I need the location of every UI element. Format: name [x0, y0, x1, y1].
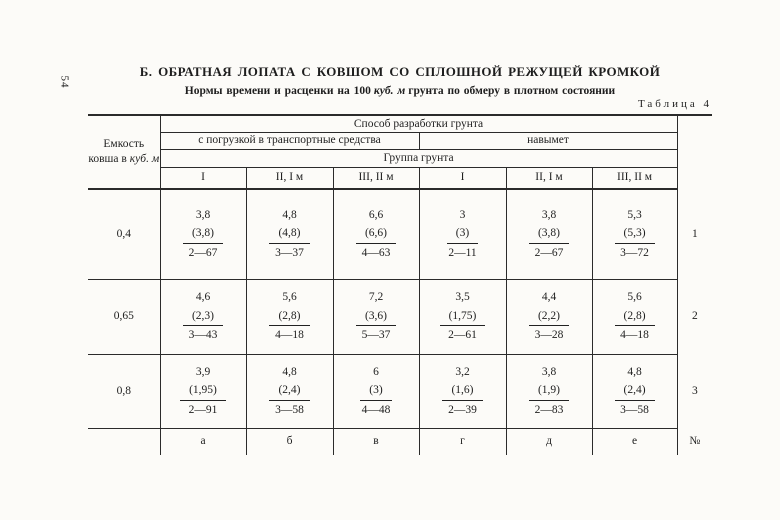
rate-fraction — [183, 309, 223, 343]
price-value: 3—58 — [275, 403, 304, 416]
table-cell — [506, 189, 592, 280]
norm-value: (1,6) — [442, 383, 482, 400]
capacity-value: 0,65 — [88, 279, 160, 354]
price-value: 2—83 — [534, 403, 564, 416]
table-row — [88, 279, 712, 354]
table-label: Таблица 4 — [637, 98, 712, 110]
rate-fraction — [269, 383, 309, 417]
table-row — [88, 189, 712, 280]
time-norm: 3,9 — [195, 365, 211, 378]
number-column-label: № — [677, 428, 712, 455]
page-title: Б. ОБРАТНАЯ ЛОПАТА С КОВШОМ СО СПЛОШНОЙ РЕЖУЩЕЙ КРОМКОЙ — [139, 64, 661, 79]
rate-fraction — [180, 383, 226, 417]
time-norm: 5,6 — [282, 291, 297, 304]
price-value: 5—37 — [361, 329, 391, 342]
norm-value: (2,2) — [529, 309, 569, 326]
norm-value: (1,75) — [440, 309, 486, 326]
time-norm: 5,6 — [627, 291, 642, 304]
table-cell — [592, 354, 677, 428]
time-norm: 6,6 — [368, 208, 384, 221]
price-value: 2—67 — [188, 246, 218, 259]
column-header-4: I — [419, 167, 506, 189]
time-norm: 3,8 — [541, 365, 557, 378]
norm-value: (2,8) — [269, 309, 309, 326]
table-cell — [419, 354, 506, 428]
row-number: 2 — [677, 279, 712, 354]
rate-fraction — [447, 226, 478, 260]
table-cell — [506, 354, 592, 428]
rate-fraction — [269, 309, 309, 343]
column-header-3: III, II м — [333, 167, 419, 189]
time-norm: 7,2 — [368, 291, 384, 304]
norm-value: (2,4) — [269, 383, 309, 400]
price-value: 2—67 — [534, 246, 564, 259]
price-value: 4—48 — [361, 403, 391, 416]
table-cell — [160, 189, 246, 280]
column-letter: б — [246, 428, 333, 455]
time-norm: 3,8 — [195, 208, 211, 221]
price-value: 3—43 — [188, 329, 218, 342]
norm-value: (2,4) — [615, 383, 655, 400]
norm-value: (3,6) — [356, 309, 396, 326]
time-norm: 4,8 — [627, 365, 642, 378]
table-cell — [246, 189, 333, 280]
price-value: 3—28 — [534, 329, 564, 342]
time-norm: 5,3 — [627, 208, 642, 221]
time-norm: 4,8 — [282, 365, 297, 378]
price-value: 2—61 — [448, 329, 477, 342]
rate-fraction — [269, 226, 309, 260]
price-value: 3—58 — [620, 403, 649, 416]
rate-fraction — [442, 383, 482, 417]
price-value: 2—39 — [448, 403, 477, 416]
time-norm: 4,6 — [195, 291, 211, 304]
norms-table — [88, 114, 712, 455]
norm-value: (3,8) — [183, 226, 223, 243]
row-number: 1 — [677, 189, 712, 280]
time-norm: 4,8 — [282, 208, 297, 221]
column-header-2: II, I м — [246, 167, 333, 189]
column-header-1: I — [160, 167, 246, 189]
norm-value: (6,6) — [356, 226, 396, 243]
time-norm: 3,5 — [455, 291, 470, 304]
rate-fraction — [529, 383, 569, 417]
subtitle-suffix: грунта по обмеру в плотном состоянии — [408, 85, 616, 97]
norm-value: (5,3) — [615, 226, 655, 243]
price-value: 3—72 — [620, 246, 649, 259]
capacity-value: 0,8 — [88, 354, 160, 428]
table-cell — [592, 189, 677, 280]
method-header: Способ разработки грунта — [160, 115, 677, 132]
rate-fraction — [529, 309, 569, 343]
rate-fraction — [615, 226, 655, 260]
rate-fraction — [615, 383, 655, 417]
rate-fraction — [615, 309, 655, 343]
table-cell — [333, 354, 419, 428]
rate-fraction — [440, 309, 486, 343]
rate-fraction — [356, 226, 396, 260]
norm-value: (3) — [360, 383, 391, 400]
column-letter: в — [333, 428, 419, 455]
price-value: 3—37 — [275, 246, 304, 259]
table-cell — [506, 279, 592, 354]
norm-value: (1,9) — [529, 383, 569, 400]
time-norm: 4,4 — [541, 291, 557, 304]
subtitle-prefix: Нормы времени и расценки на 100 — [184, 85, 371, 97]
corner-header — [88, 115, 160, 189]
time-norm: 3 — [459, 208, 466, 221]
column-letter: а — [160, 428, 246, 455]
norm-value: (2,3) — [183, 309, 223, 326]
table-cell — [160, 279, 246, 354]
rate-fraction — [529, 226, 569, 260]
column-header-5: II, I м — [506, 167, 592, 189]
rate-fraction — [183, 226, 223, 260]
rate-fraction — [356, 309, 396, 343]
corner-line1: Емкость — [103, 138, 145, 151]
method-left-header: с погрузкой в транспортные средства — [160, 132, 419, 149]
column-letter: д — [506, 428, 592, 455]
norm-value: (3) — [447, 226, 478, 243]
table-cell — [592, 279, 677, 354]
method-right-header: навымет — [419, 132, 677, 149]
table-cell — [419, 189, 506, 280]
subtitle-unit: куб. м — [373, 85, 406, 97]
column-letter: е — [592, 428, 677, 455]
column-header-6: III, II м — [592, 167, 677, 189]
norm-value: (4,8) — [269, 226, 309, 243]
column-letter: г — [419, 428, 506, 455]
number-column-header — [677, 115, 712, 189]
table-cell — [419, 279, 506, 354]
table-cell — [333, 189, 419, 280]
table-row — [88, 354, 712, 428]
table-cell — [333, 279, 419, 354]
norm-value: (3,8) — [529, 226, 569, 243]
time-norm: 3,8 — [541, 208, 557, 221]
page-subtitle — [88, 85, 712, 97]
table-cell — [246, 279, 333, 354]
corner-line2: ковша в куб. м — [88, 152, 160, 165]
price-value: 2—91 — [188, 403, 218, 416]
page-number: 54 — [58, 75, 71, 89]
table-cell — [246, 354, 333, 428]
time-norm: 3,2 — [455, 365, 470, 378]
column-letters-row — [88, 428, 712, 455]
norm-value: (2,8) — [615, 309, 655, 326]
price-value: 4—18 — [275, 329, 304, 342]
row-number: 3 — [677, 354, 712, 428]
empty-footer-cell — [88, 428, 160, 455]
price-value: 4—63 — [361, 246, 391, 259]
table-cell — [160, 354, 246, 428]
norm-value: (1,95) — [180, 383, 226, 400]
rate-fraction — [360, 383, 391, 417]
price-value: 2—11 — [448, 246, 477, 259]
time-norm: 6 — [373, 365, 379, 378]
group-header: Группа грунта — [160, 149, 677, 167]
price-value: 4—18 — [620, 329, 649, 342]
capacity-value: 0,4 — [88, 189, 160, 280]
